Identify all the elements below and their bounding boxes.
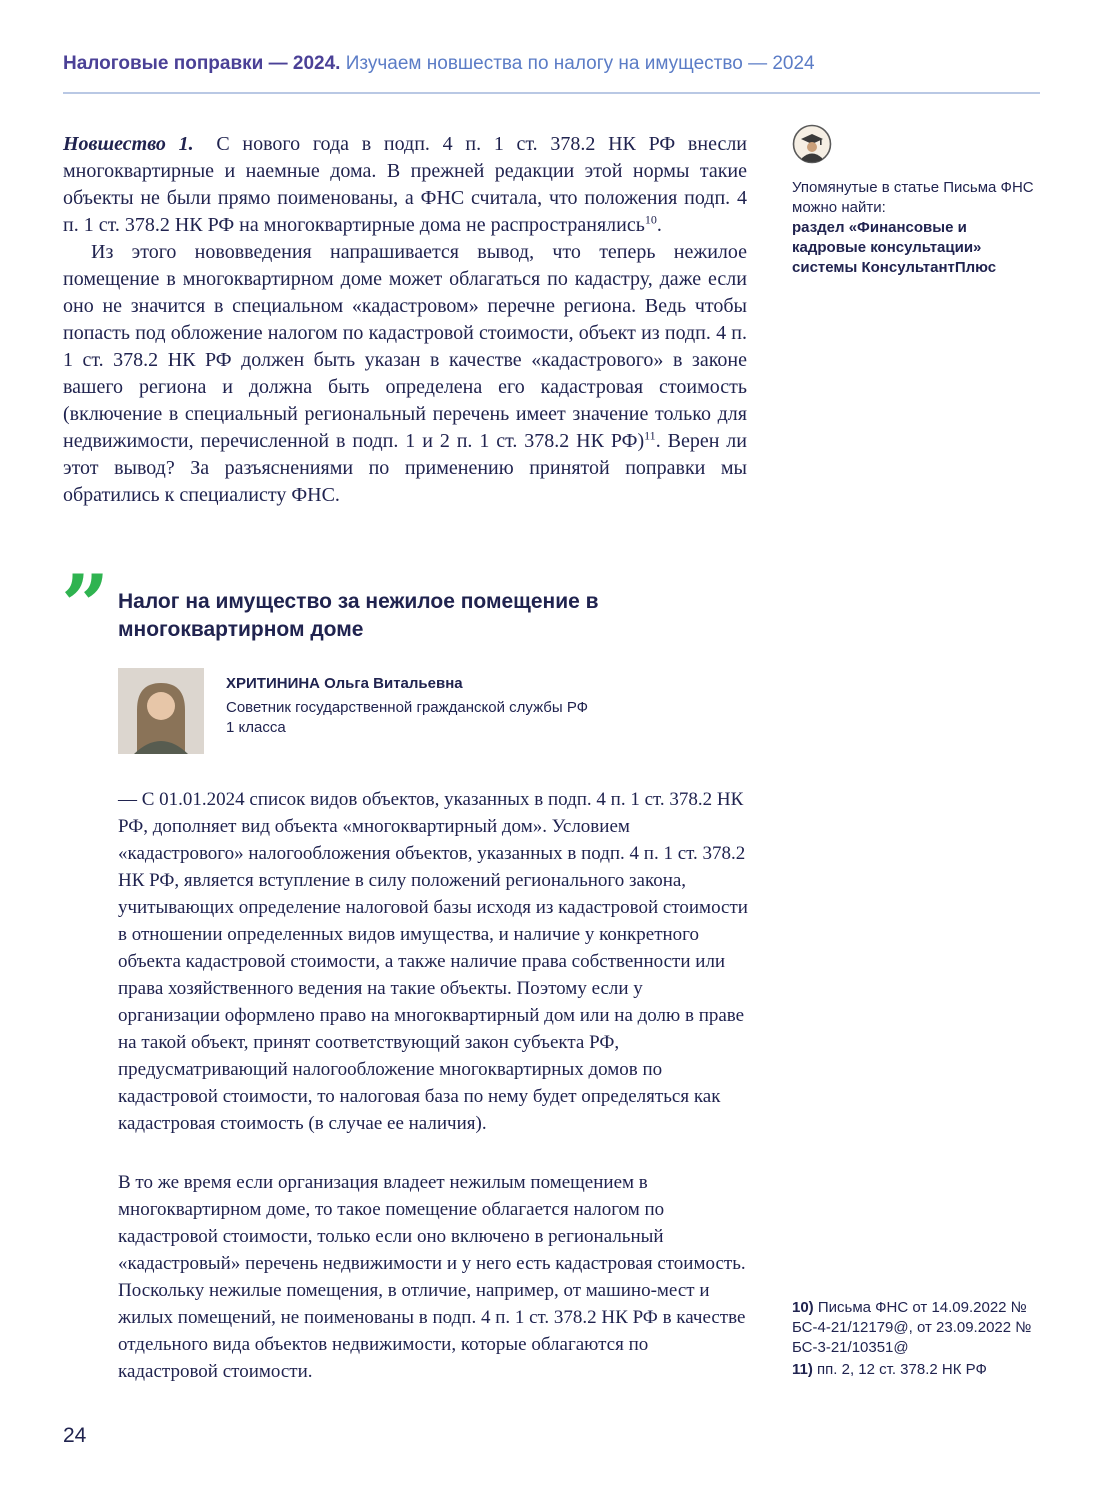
article-header [63,52,1040,94]
footnote-10 [792,1298,1048,1358]
paragraph-text: Из этого нововведения напрашивается вывод, что теперь нежилое помещение в многоквартирном доме может облагаться по кадастру, даже если оно не значится в специальном «кадастровом» перечне региона. Ведь чтобы попасть под обложение налогом по кадастровой стоимости, объект из подп. 4 п. 1 ст. 378.2 НК РФ должен быть указан в качестве «кадастрового» в законе вашего региона и должна быть определена его кадастровая стоимость (включение в специальный региональный перечень имеет значение только для недвижимости, перечисленной в подп. 1 и 2 п. 1 ст. 378.2 НК РФ) [63,241,747,452]
author-info [226,668,588,738]
paragraph-tail: . [656,214,662,236]
rubric-title: Налоговые поправки — 2024. [63,53,341,74]
author-title: Советник государственной гражданской службы РФ [226,699,589,716]
sidebar-note-link: раздел «Финансовые и кадровые консультации» системы КонсультантПлюс [792,219,997,276]
interview-heading: Налог на имущество за нежилое помещение в многоквартирном доме [118,590,599,641]
article-body [63,131,747,509]
footnote-ref-10: 10 [644,212,657,227]
author-title-class: 1 класса [226,719,286,736]
interview-paragraph-1: — С 01.01.2024 список видов объектов, указанных в подп. 4 п. 1 ст. 378.2 НК РФ, дополняет вид объекта «многоквартирный дом». Условием «кадастрового» налогообложения объектов, указанных в подп. 4 п. 1 ст. 378.2 НК РФ, является вступление в силу положений регионального закона, учитывающих определение налоговой базы исходя из кадастровой стоимости в отношении определенных видов имущества, и наличие у конкретного объекта кадастровой стоимости, а также наличие права собственности или права хозяйственного ведения на такие объекты. Поэтому если у организации оформлено право на многоквартирный дом или на долю в праве на такой объект, принят соответствующий закон субъекта РФ, предусматривающий налогообложение многоквартирных домов по кадастровой стоимости, то налоговая база по нему будет определяться как кадастровая стоимость (в случае ее наличия). [118,789,748,1134]
quote-marks-icon: ” [61,556,106,655]
sidebar-note-intro: Упомянутые в статье Письма ФНС можно найти: [792,179,1034,216]
footnote-11 [792,1360,1048,1380]
expert-badge-icon [792,124,832,164]
author-profile [118,668,753,754]
paragraph-lead: Новшество 1. [63,133,194,155]
paragraph-text: С нового года в подп. 4 п. 1 ст. 378.2 НК РФ внесли многоквартирные и наемные дома. В прежней редакции этой нормы такие объекты не были прямо поименованы, а ФНС считала, что положения подп. 4 п. 1 ст. 378.2 НК РФ на многоквартирные дома не распространялись [63,133,748,236]
interview-paragraph-2: В то же время если организация владеет нежилым помещением в многоквартирном доме, то такое помещение облагается налогом по кадастровой стоимости, только если оно включено в региональный «кадастровый» перечень недвижимости и у него есть кадастровая стоимость. Поскольку нежилые помещения, в отличие, например, от машино-мест и жилых помещений, не поименованы в подп. 4 п. 1 ст. 378.2 НК РФ в качестве отдельного вида объектов недвижимости, которые облагаются по кадастровой стоимости. [118,1172,746,1382]
author-name: ХРИТИНИНА Ольга Витальевна [226,675,463,692]
footnote-ref-11: 11 [644,428,656,443]
article-subtitle: Изучаем новшества по налогу на имущество — 2024 [345,53,815,74]
footnote-11-text: пп. 2, 12 ст. 378.2 НК РФ [817,1361,987,1378]
sidebar-note-text [792,178,1044,278]
interview-section [61,556,753,1385]
footnote-10-label: 10) [792,1299,814,1316]
paragraph-novelty-1 [63,131,747,239]
paragraph-conclusion [63,239,747,509]
footnote-10-text: Письма ФНС от 14.09.2022 № БС-4-21/12179@, от 23.09.2022 № БС-3-21/10351@ [792,1299,1032,1356]
sidebar-note [792,124,1044,278]
author-photo [118,668,204,754]
footnote-11-label: 11) [792,1361,813,1378]
page-number: 24 [63,1424,87,1447]
paragraph-tail: . Верен ли этот вывод? За разъяснениями по применению принятой поправки мы обратились к специалисту ФНС. [63,430,747,506]
footnotes [792,1298,1048,1380]
